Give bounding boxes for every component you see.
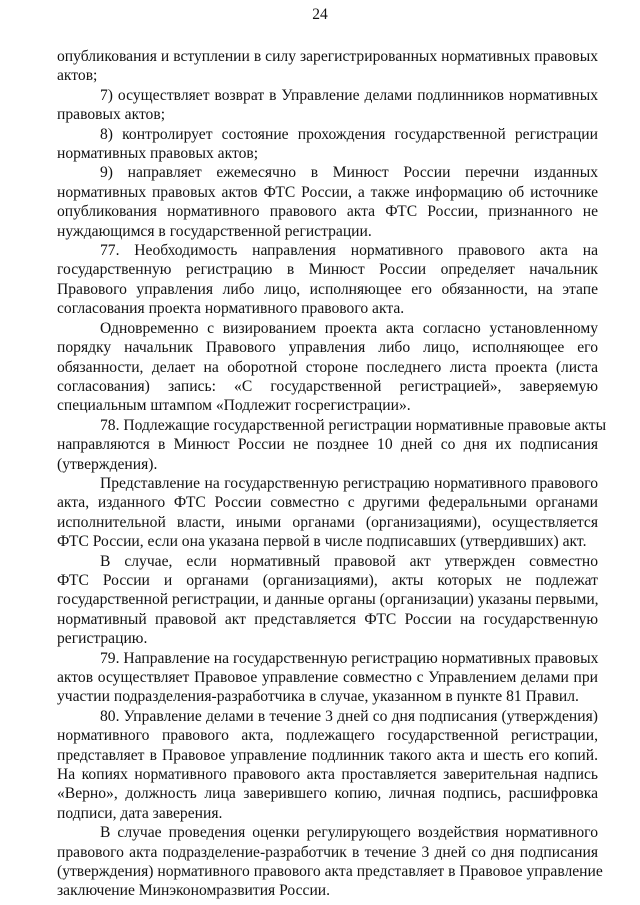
text-line: 9) направляет ежемесячно в Минюст России перечни изданных bbox=[100, 164, 598, 182]
text-line: акта, изданного ФТС России совместно с другими федеральными органами bbox=[57, 494, 598, 512]
text-line: государственную регистрацию в Минюст России определяет начальник bbox=[57, 261, 598, 279]
text-line: 78. Подлежащие государственной регистрации нормативные правовые акты bbox=[100, 416, 607, 434]
text-line: 7) осуществляет возврат в Управление делами подлинников нормативных bbox=[100, 86, 598, 104]
text-line: участии подразделения-разработчика в случае, указанном в пункте 81 Правил. bbox=[57, 688, 579, 706]
text-line: специальным штампом «Подлежит госрегистрации». bbox=[57, 397, 411, 415]
text-line: согласования) запись: «С государственной регистрацией», заверяемую bbox=[57, 377, 598, 395]
text-line: В случае, если нормативный правовой акт утвержден совместно bbox=[100, 552, 598, 570]
paragraph bbox=[57, 707, 598, 823]
document-body bbox=[57, 47, 607, 901]
text-line: опубликования нормативного правового акта ФТС России, признанного не bbox=[57, 203, 598, 221]
text-line: 80. Управление делами в течение 3 дней со дня подписания (утверждения) bbox=[100, 707, 598, 725]
paragraph bbox=[57, 416, 607, 474]
text-line: «Верно», должность лица заверившего копию, личная подпись, расшифровка bbox=[57, 785, 598, 803]
text-line: нормативный правовой акт представляется ФТС России на государственную bbox=[57, 610, 598, 628]
text-line: актов; bbox=[57, 67, 98, 85]
text-line: нуждающимся в государственной регистрации. bbox=[57, 222, 372, 240]
text-line: представляет в Правовое управление подлинник такого акта и шесть его копий. bbox=[57, 746, 598, 764]
paragraph bbox=[57, 474, 598, 552]
text-line: правового акта подразделение-разработчик в течение 3 дней со дня подписания bbox=[57, 843, 598, 861]
paragraph bbox=[57, 86, 598, 125]
paragraph bbox=[57, 319, 598, 416]
text-line: Правового управления либо лицо, исполняющее его обязанности, на этапе bbox=[57, 280, 598, 298]
text-line: порядку начальник Правового управления либо лицо, исполняющее его bbox=[57, 339, 598, 357]
paragraph bbox=[57, 552, 598, 649]
text-line: подписи, дата заверения. bbox=[57, 804, 223, 822]
text-line: (утверждения) нормативного правового акта представляет в Правовое управление bbox=[57, 863, 603, 881]
text-line: нормативного правового акта, подлежащего государственной регистрации, bbox=[57, 727, 598, 745]
text-line: опубликования и вступлении в силу зарегистрированных нормативных правовых bbox=[57, 48, 598, 65]
text-line: направляются в Минюст России не позднее 10 дней со дня их подписания bbox=[57, 436, 598, 454]
text-line: Представление на государственную регистрацию нормативного правового bbox=[100, 474, 598, 492]
text-line: регистрацию. bbox=[57, 630, 148, 648]
paragraph bbox=[57, 163, 598, 241]
text-line: нормативных правовых актов ФТС России, а также информацию об источнике bbox=[57, 183, 598, 201]
text-line: ФТС России, если она указана первой в числе подписавших (утвердивших) акт. bbox=[57, 533, 587, 551]
page-number: 24 bbox=[312, 6, 328, 23]
paragraph bbox=[57, 47, 598, 86]
text-line: обязанности, делает на оборотной стороне последнего листа проекта (листа bbox=[57, 358, 598, 376]
paragraph bbox=[57, 823, 603, 901]
text-line: заключение Минэкономразвития России. bbox=[57, 882, 331, 900]
text-line: 79. Направление на государственную регистрацию нормативных правовых bbox=[100, 649, 599, 667]
text-line: согласования проекта нормативного правового акта. bbox=[57, 300, 405, 318]
text-line: правовых актов; bbox=[57, 106, 166, 124]
text-line: исполнительной власти, иными органами (организациями), осуществляется bbox=[57, 513, 598, 531]
text-line: (утверждения). bbox=[57, 455, 158, 473]
text-line: На копиях нормативного правового акта проставляется заверительная надпись bbox=[57, 766, 598, 784]
paragraph bbox=[57, 241, 598, 319]
text-line: В случае проведения оценки регулирующего воздействия нормативного bbox=[100, 824, 598, 842]
text-line: актов осуществляет Правовое управление совместно с Управлением делами при bbox=[57, 669, 598, 686]
paragraph bbox=[57, 125, 598, 164]
text-line: 77. Необходимость направления нормативного правового акта на bbox=[100, 242, 598, 260]
text-line: нормативных правовых актов; bbox=[57, 145, 259, 163]
paragraph bbox=[57, 649, 598, 707]
text-line: государственной регистрации, и данные органы (организации) указаны первыми, bbox=[57, 591, 599, 609]
text-line: Одновременно с визированием проекта акта согласно установленному bbox=[100, 319, 598, 337]
text-line: 8) контролирует состояние прохождения государственной регистрации bbox=[100, 125, 598, 143]
text-line: ФТС России и органами (организациями), акты которых не подлежат bbox=[57, 571, 598, 589]
